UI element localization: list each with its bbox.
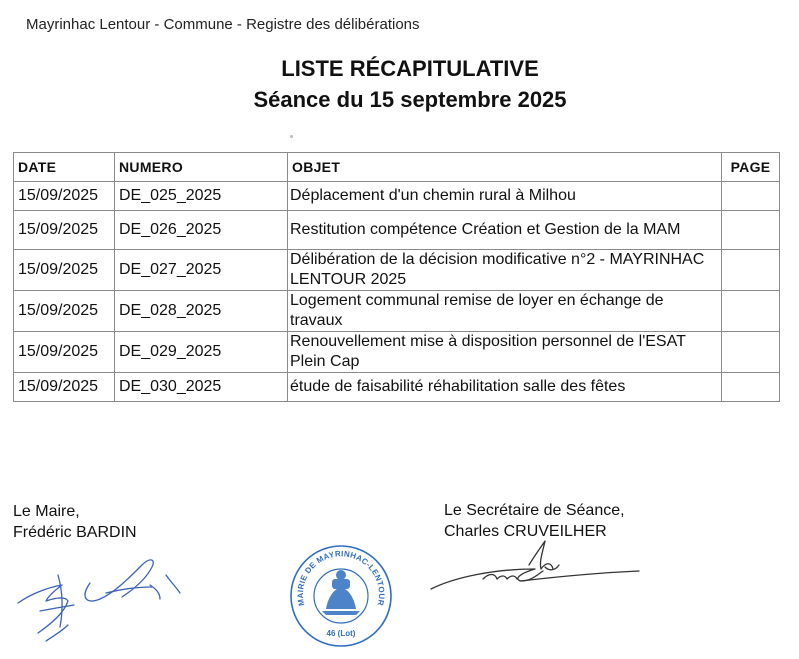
- mayor-signature-image: [10, 545, 210, 645]
- svg-text:46 (Lot): 46 (Lot): [326, 629, 356, 638]
- cell-numero: DE_030_2025: [115, 373, 288, 402]
- secretary-signature-image: [425, 535, 685, 605]
- column-header-date: DATE: [14, 153, 115, 182]
- document-header: Mayrinhac Lentour - Commune - Registre des délibérations: [26, 16, 420, 33]
- column-header-objet: OBJET: [288, 153, 722, 182]
- document-title: LISTE RÉCAPITULATIVE: [281, 56, 539, 81]
- cell-objet: Renouvellement mise à disposition personnel de l'ESAT Plein Cap: [288, 332, 722, 373]
- mairie-stamp: [286, 541, 396, 651]
- cell-date: 15/09/2025: [14, 373, 115, 402]
- cell-page: [722, 211, 780, 250]
- cell-date: 15/09/2025: [14, 250, 115, 291]
- cell-numero: DE_028_2025: [115, 291, 288, 332]
- cell-date: 15/09/2025: [14, 291, 115, 332]
- cell-numero: DE_029_2025: [115, 332, 288, 373]
- column-header-numero: NUMERO: [115, 153, 288, 182]
- secretary-role: Le Secrétaire de Séance,: [444, 502, 625, 519]
- table-row: [14, 332, 780, 373]
- cell-page: [722, 250, 780, 291]
- cell-numero: DE_027_2025: [115, 250, 288, 291]
- cell-page: [722, 373, 780, 402]
- scan-speck: [290, 135, 293, 138]
- cell-objet: Restitution compétence Création et Gestion de la MAM: [288, 211, 722, 250]
- mayor-name: Frédéric BARDIN: [13, 524, 137, 541]
- cell-numero: DE_025_2025: [115, 182, 288, 211]
- cell-date: 15/09/2025: [14, 182, 115, 211]
- cell-date: 15/09/2025: [14, 211, 115, 250]
- table-row: [14, 373, 780, 402]
- cell-numero: DE_026_2025: [115, 211, 288, 250]
- cell-objet: étude de faisabilité réhabilitation salle des fêtes: [288, 373, 722, 402]
- table-header-row: [14, 153, 780, 182]
- mayor-role: Le Maire,: [13, 503, 80, 520]
- svg-text:MAIRIE DE MAYRINHAC-LENTOUR: MAIRIE DE MAYRINHAC-LENTOUR: [295, 549, 387, 607]
- table-row: [14, 182, 780, 211]
- mayor-signature-block: [13, 501, 137, 543]
- cell-objet: Logement communal remise de loyer en échange de travaux: [288, 291, 722, 332]
- cell-objet: Déplacement d'un chemin rural à Milhou: [288, 182, 722, 211]
- session-date-title: Séance du 15 septembre 2025: [253, 87, 567, 112]
- cell-date: 15/09/2025: [14, 332, 115, 373]
- table-row: [14, 250, 780, 291]
- table-row: [14, 291, 780, 332]
- cell-page: [722, 291, 780, 332]
- cell-objet: Délibération de la décision modificative n°2 - MAYRINHAC LENTOUR 2025: [288, 250, 722, 291]
- column-header-page: PAGE: [722, 153, 780, 182]
- table-row: [14, 211, 780, 250]
- cell-page: [722, 182, 780, 211]
- deliberations-table: [13, 152, 780, 402]
- cell-page: [722, 332, 780, 373]
- secretary-name: Charles CRUVEILHER: [444, 523, 607, 540]
